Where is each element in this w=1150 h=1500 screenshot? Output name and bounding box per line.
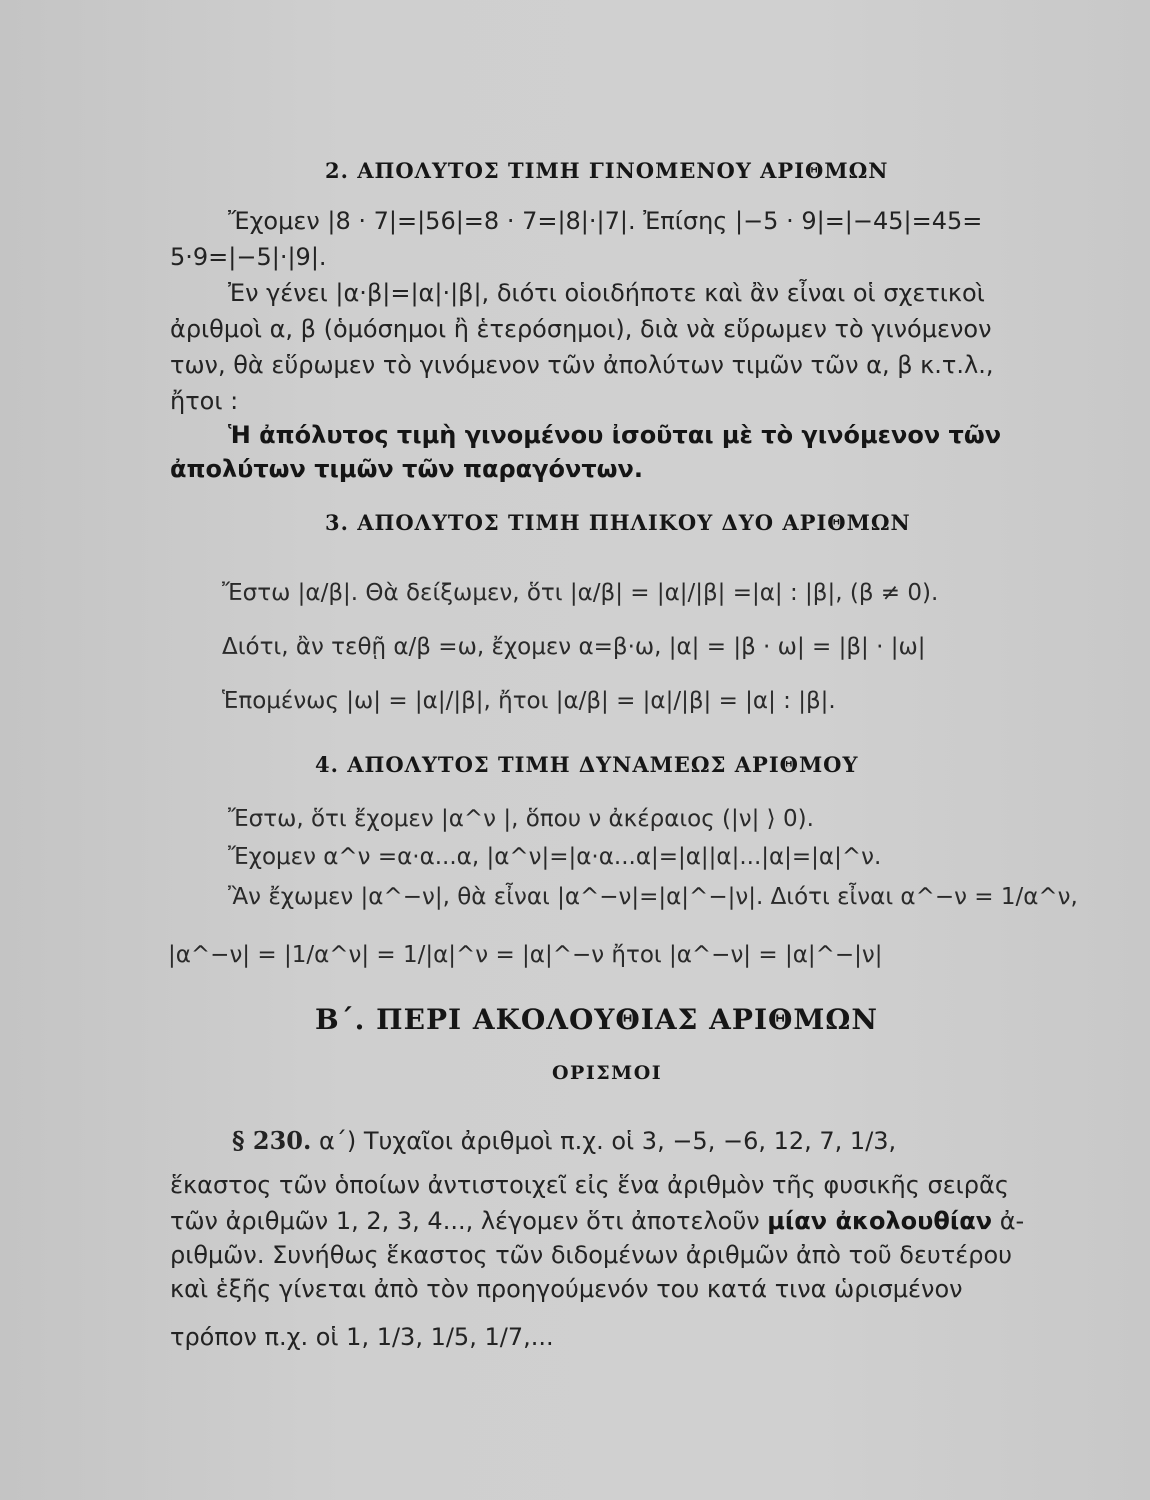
- s3-line-1: Ἔστω |α/β|. Θὰ δείξωμεν, ὅτι |α/β| = |α|/|β| =|α| : |β|, (β ≠ 0).: [222, 580, 939, 606]
- s4-line-3: Ἂν ἔχωμεν |α^−ν|, θὰ εἶναι |α^−ν|=|α|^−|ν|. Διότι εἶναι α^−ν = 1/α^ν,: [228, 884, 1078, 910]
- b-line-3-end: ἀ-: [999, 1207, 1025, 1235]
- b-line-3: τῶν ἀριθμῶν 1, 2, 3, 4..., λέγομεν ὅτι ἀποτελοῦν: [170, 1207, 760, 1235]
- s2-line-4: ἀριθμοὶ α, β (ὁμόσημοι ἢ ἑτερόσημοι), διὰ νὰ εὕρωμεν τὸ γινόμενον: [170, 315, 992, 343]
- paragraph-mark: § 230.: [232, 1126, 312, 1155]
- s2-line-2: 5·9=|−5|·|9|.: [170, 243, 327, 271]
- s4-line-2: Ἔχομεν α^ν =α·α...α, |α^ν|=|α·α...α|=|α||α|...|α|=|α|^ν.: [228, 844, 882, 870]
- section-3-heading: 3. ΑΠΟΛΥΤΟΣ ΤΙΜΗ ΠΗΛΙΚΟΥ ΔΥΟ ΑΡΙΘΜΩΝ: [325, 510, 911, 535]
- b-line-3-emphasis: μίαν ἀκολουθίαν: [767, 1207, 993, 1235]
- s4-line-4: |α^−ν| = |1/α^ν| = 1/|α|^ν = |α|^−ν ἤτοι |α^−ν| = |α|^−|ν|: [168, 942, 883, 968]
- section-4-heading: 4. ΑΠΟΛΥΤΟΣ ΤΙΜΗ ΔΥΝΑΜΕΩΣ ΑΡΙΘΜΟΥ: [315, 752, 859, 777]
- s2-rule-line-1: Ἡ ἀπόλυτος τιμὴ γινομένου ἰσοῦται μὲ τὸ γινόμενον τῶν: [228, 421, 1002, 449]
- part-b-heading: Β΄. ΠΕΡΙ ΑΚΟΛΟΥΘΙΑΣ ΑΡΙΘΜΩΝ: [315, 1003, 878, 1036]
- s2-line-3: Ἐν γένει |α·β|=|α|·|β|, διότι οἱοιδήποτε καὶ ἂν εἶναι οἱ σχετικοὶ: [228, 279, 985, 307]
- b-line-1: α΄) Τυχαῖοι ἀριθμοὶ π.χ. οἱ 3, −5, −6, 12, 7, 1/3,: [319, 1127, 897, 1155]
- b-line-6: τρόπον π.χ. οἱ 1, 1/3, 1/5, 1/7,...: [170, 1323, 554, 1351]
- s2-line-6: ἤτοι :: [170, 387, 239, 415]
- s4-line-1: Ἔστω, ὅτι ἔχομεν |α^ν |, ὅπου ν ἀκέραιος (|ν| ⟩ 0).: [228, 806, 814, 832]
- s3-line-2: Διότι, ἂν τεθῇ α/β =ω, ἔχομεν α=β·ω, |α| = |β · ω| = |β| · |ω|: [222, 634, 926, 660]
- definitions-subheading: ΟΡΙΣΜΟΙ: [552, 1062, 663, 1084]
- s2-rule-line-2: ἀπολύτων τιμῶν τῶν παραγόντων.: [170, 455, 643, 483]
- section-2-heading: 2. ΑΠΟΛΥΤΟΣ ΤΙΜΗ ΓΙΝΟΜΕΝΟΥ ΑΡΙΘΜΩΝ: [325, 158, 889, 183]
- b-line-5: καὶ ἑξῆς γίνεται ἀπὸ τὸν προηγούμενόν του κατά τινα ὡρισμένον: [170, 1275, 963, 1303]
- b-line-3-container: [170, 1206, 1024, 1236]
- b-line-2: ἕκαστος τῶν ὁποίων ἀντιστοιχεῖ εἰς ἕνα ἀριθμὸν τῆς φυσικῆς σειρᾶς: [170, 1171, 1009, 1199]
- paragraph-230-first-line: [232, 1126, 896, 1156]
- s2-line-5: των, θὰ εὕρωμεν τὸ γινόμενον τῶν ἀπολύτων τιμῶν τῶν α, β κ.τ.λ.,: [170, 351, 994, 379]
- s2-line-1: Ἔχομεν |8 · 7|=|56|=8 · 7=|8|·|7|. Ἐπίσης |−5 · 9|=|−45|=45=: [228, 207, 983, 235]
- b-line-4: ριθμῶν. Συνήθως ἕκαστος τῶν διδομένων ἀριθμῶν ἀπὸ τοῦ δευτέρου: [170, 1241, 1013, 1269]
- s3-line-3: Ἑπομένως |ω| = |α|/|β|, ἤτοι |α/β| = |α|/|β| = |α| : |β|.: [222, 688, 836, 714]
